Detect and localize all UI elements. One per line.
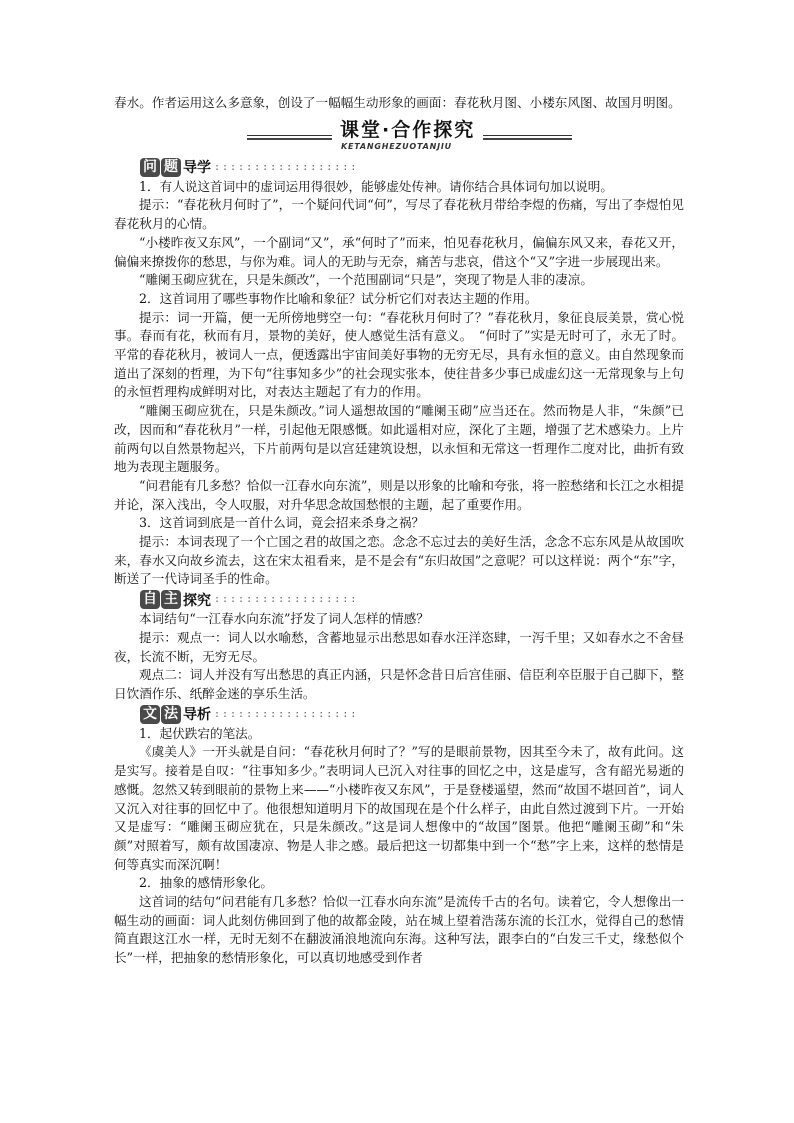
paragraph: 1．起伏跌宕的笔法。 bbox=[139, 725, 261, 741]
heading-text: 探究 bbox=[183, 592, 211, 609]
heading-badge bbox=[140, 590, 182, 609]
section-heading-zizhu bbox=[140, 589, 684, 610]
paragraph: 2．抽象的感情形象化。 bbox=[139, 875, 273, 891]
paragraph: “雕阑玉砌应犹在，只是朱颜改”，一个范围副词“只是”，突现了物是人非的凄凉。 bbox=[139, 272, 593, 288]
paragraph: 提示：词一开篇，便一无所傍地劈空一句：“春花秋月何时了？”春花秋月，象征良辰美景，赏心悦事。春而有花，秋而有月，景物的美好，使人感觉生活有意义。 “何时了”实是无时可了，永无了时。平常的春花秋月，被词人一点，便透露出宇宙间美好事物的无穷无尽，具有永恒的意义。由自然现象而道出了深刻的哲理，为下句“往事知多少”的社会现实张本，使往昔多少事已成虚幻这一无常现象与上句的永恒哲理构成鲜明对比，对表达主题起了有力的作用。 bbox=[114, 309, 684, 400]
intro-paragraph: 春水。作者运用这么多意象，创设了一幅幅生动形象的画面：春花秋月图、小楼东风图、故国月明图。 bbox=[114, 95, 681, 110]
heading-dots: :::::::::::::::::: bbox=[214, 594, 359, 606]
badge-char: 问 bbox=[140, 158, 160, 177]
paragraph: 提示：观点一：词人以水喻愁，含蓄地显示出愁思如春水汪洋恣肆，一泻千里；又如春水之不舍昼夜，长流不断，无穷无尽。 bbox=[114, 629, 684, 664]
section-heading-wenti bbox=[140, 157, 684, 178]
badge-char: 自 bbox=[140, 590, 160, 609]
section-heading-wenfa bbox=[140, 704, 684, 725]
section-banner bbox=[114, 115, 684, 155]
badge-char: 法 bbox=[161, 705, 181, 724]
paragraph: 本词结句“一江春水向东流”抒发了词人怎样的情感？ bbox=[139, 611, 429, 627]
paragraph: 提示：本词表现了一个亡国之君的故国之恋。念念不忘过去的美好生活，念念不忘东风是从故国吹来，春水又向故乡流去，这在宋太祖看来，是不是会有“东归故国”之意呢？可以这样说：两个“东”字，断送了一代诗词圣手的性命。 bbox=[114, 534, 684, 587]
paragraph: “小楼昨夜又东风”，一个副词“又”，承“何时了”而来，怕见春花秋月，偏偏东风又来，春花又开，偏偏来撩拨你的愁思，与你为难。词人的无助与无奈，痛苦与悲哀，借这个“又”字进一步展现出来。 bbox=[114, 234, 684, 269]
badge-char: 文 bbox=[140, 705, 160, 724]
heading-badge bbox=[140, 158, 182, 177]
paragraph: 提示：“春花秋月何时了”，一个疑问代词“何”，写尽了春花秋月带给李煜的伤痛，写出了李煜怕见春花秋月的心情。 bbox=[114, 197, 684, 232]
paragraph: 3．这首词到底是一首什么词，竟会招来杀身之祸？ bbox=[139, 515, 425, 531]
paragraph: “雕阑玉砌应犹在，只是朱颜改。”词人遥想故国的“雕阑玉砌”应当还在。然而物是人非，“朱颜”已改，因而和“春花秋月”一样，引起他无限感慨。如此遥相对应，深化了主题，增强了艺术感染力。上片前两句以自然景物起兴，下片前两句是以宫廷建筑设想，以永恒和无常这一哲理作二度对比，曲折有致地为表现主题服务。 bbox=[114, 403, 684, 475]
paragraph: 这首词的结句“问君能有几多愁？恰似一江春水向东流”是流传千古的名句。读着它，令人想像出一幅生动的画面：词人此刻仿佛回到了他的故都金陵，站在城上望着浩荡东流的长江水，觉得自己的愁情简直跟这江水一样，无时无刻不在翻波涌浪地流向东海。这种写法，跟李白的“白发三千丈，缘愁似个长”一样，把抽象的愁情形象化，可以真切地感受到作者 bbox=[114, 894, 684, 966]
badge-char: 题 bbox=[161, 158, 181, 177]
paragraph: 《虞美人》一开头就是自问：“春花秋月何时了？”写的是眼前景物，因其至今未了，故有此问。这是实写。接着是自叹：“往事知多少。”表明词人已沉入对往事的回忆之中，这是虚写，含有韶光易逝的感慨。忽然又转到眼前的景物上来——“小楼昨夜又东风”，于是登楼遥望，然而“故国不堪回首”，词人又沉入对往事的回忆中了。他很想知道明月下的故国现在是个什么样子，由此自然过渡到下片。一开始又是虚写：“雕阑玉砌应犹在，只是朱颜改。”这是词人想像中的“故国”图景。他把“雕阑玉砌”和“朱颜”对照着写，颇有故国凄凉、物是人非之感。最后把这一切都集中到一个“愁”字上来，这样的愁情是何等真实而深沉啊！ bbox=[114, 744, 684, 872]
heading-badge bbox=[140, 705, 182, 724]
paragraph: 2．这首词用了哪些事物作比喻和象征？试分析它们对表达主题的作用。 bbox=[139, 290, 538, 306]
heading-dots: :::::::::::::::::: bbox=[214, 708, 359, 720]
paragraph: 1．有人说这首词中的虚词运用得很妙，能够虚处传神。请你结合具体词句加以说明。 bbox=[139, 178, 613, 194]
banner-title: 课堂·合作探究 bbox=[332, 115, 483, 142]
heading-text: 导析 bbox=[183, 707, 211, 724]
paragraph: “问君能有几多愁？恰似一江春水向东流”，则是以形象的比喻和夸张，将一腔愁绪和长江之水相提并论，深入浅出，令人叹服，对升华思念故国愁恨的主题，起了重要作用。 bbox=[114, 477, 684, 512]
document-body bbox=[114, 94, 684, 968]
badge-char: 主 bbox=[161, 590, 181, 609]
paragraph: 观点二：词人并没有写出愁思的真正内涵，只是怀念昔日后宫佳丽、信臣利卒臣服于自己脚下，整日饮酒作乐、纸醉金迷的享乐生活。 bbox=[114, 667, 684, 701]
heading-dots: :::::::::::::::::: bbox=[214, 161, 359, 173]
banner-subtitle: KETANGHEZUOTANJIU bbox=[341, 141, 452, 151]
heading-text: 导学 bbox=[183, 160, 211, 177]
